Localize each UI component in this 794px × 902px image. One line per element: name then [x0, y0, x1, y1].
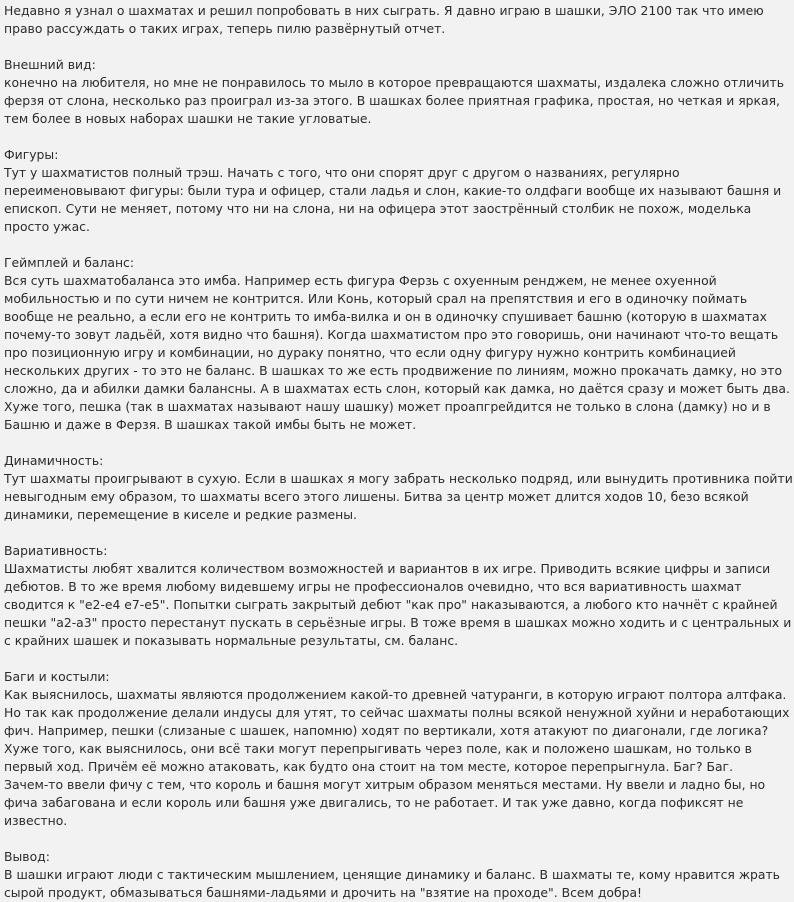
spacer	[4, 128, 794, 146]
spacer	[4, 524, 794, 542]
section-body-gameplay: Вся суть шахматобаланса это имба. Например есть фигура Ферзь с охуенным ренджем, не менее охуенной мобильностью и по сути ничем не контрится. Или Конь, который срал на препятствия и его в одиночку поймать вообще не реально, а если его не контрить то имба-вилка и он в одиночку спушивает башню (которую в шахматах почему-то зовут ладьёй, хотя видно что башня). Когда шахматистом про это говоришь, они начинают что-то вещать про позиционную игру и комбинации, но дураку понятно, что если одну фигуру нужно контрить комбинацией нескольких других - то это не баланс. В шашках то же есть продвижение по линиям, можно прокачать дамку, но это сложно, да и абилки дамки балансны. А в шахматах есть слон, который как дамка, но даётся сразу и может быть два. Хуже того, пешка (так в шахматах называют нашу шашку) может проапгрейдится не только в слона (дамку) но и в Башню и даже в Ферзя. В шашках такой имбы быть не может.	[4, 273, 790, 432]
section-heading-dynamics: Динамичность:	[4, 453, 104, 468]
section-heading-appearance: Внешний вид:	[4, 57, 96, 72]
spacer	[4, 38, 794, 56]
section-heading-variability: Вариативность:	[4, 543, 108, 558]
intro-text: Недавно я узнал о шахматах и решил попробовать в них сыграть. Я давно играю в шашки, ЭЛО 2100 так что имею право рассуждать о таких играх, теперь пилю развёрнутый отчет.	[4, 3, 764, 36]
section-body-bugs: Как выяснилось, шахматы являются продолжением какой-то древней чатуранги, в которую играют полтора алтфака. Но так как продолжение делали индусы для утят, то сейчас шахматы полны всякой ненужной хуйни и неработающих фич. Например, пешки (слизаные с шашек, напомню) ходят по вертикали, хотя атакуют по диагонали, где логика? Хуже того, как выяснилось, они всё таки могут перепрыгивать через поле, как и положено шашкам, но только в первый ход. Причём её можно атаковать, как будто она стоит на том месте, которое перепрыгнула. Баг? Баг. Зачем-то ввели фичу с тем, что король и башня могут хитрым образом меняться местами. Ну ввели и ладно бы, но фича забагована и если король или башня уже двигались, то не работает. И так уже давно, когда пофиксят не известно.	[4, 687, 790, 828]
section-heading-bugs: Баги и костыли:	[4, 669, 110, 684]
section-body-variability: Шахматисты любят хвалится количеством возможностей и вариантов в их игре. Приводить всякие цифры и записи дебютов. В то же время любому видевшему игры не профессионалов очевидно, что вся вариативность шахмат сводится к "е2-е4 е7-е5". Попытки сыграть закрытый дебют "как про" наказываются, а любого кто начнёт с крайней пешки "а2-а3" просто перестанут пускать в серьёзные игры. В тоже время в шашках можно ходить и с центральных и с крайних шашек и показывать нормальные результаты, см. баланс.	[4, 561, 792, 648]
spacer	[4, 434, 794, 452]
section-heading-gameplay: Геймплей и баланс:	[4, 255, 135, 270]
spacer	[4, 650, 794, 668]
section-heading-conclusion: Вывод:	[4, 849, 50, 864]
section-body-conclusion: В шашки играют люди с тактическим мышлением, ценящие динамику и баланс. В шахматы те, кому нравится жрать сырой продукт, обмазываться башнями-ладьями и дрочить на "взятие на проходе". Всем добра!	[4, 867, 780, 900]
section-body-pieces: Тут у шахматистов полный трэш. Начать с того, что они спорят друг с другом о названиях, регулярно переименовывают фигуры: были тура и офицер, стали ладья и слон, какие-то олдфаги вообще их называют башня и епископ. Сути не меняет, потому что ни на слона, ни на офицера этот заострённый столбик не похож, моделька просто ужас.	[4, 165, 782, 234]
spacer	[4, 236, 794, 254]
section-body-dynamics: Тут шахматы проигрывают в сухую. Если в шашках я могу забрать несколько подряд, или вынудить противника пойти невыгодным ему образом, то шахматы всего этого лишены. Битва за центр может длится ходов 10, безо всякой динамики, перемещение в киселе и редкие размены.	[4, 471, 793, 522]
section-heading-pieces: Фигуры:	[4, 147, 59, 162]
spacer	[4, 830, 794, 848]
section-body-appearance: конечно на любителя, но мне не понравилось то мыло в которое превращаются шахматы, издалека сложно отличить ферзя от слона, несколько раз проиграл из-за этого. В шашках более приятная графика, простая, но четкая и яркая, тем более в новых наборах шашки не такие угловатые.	[4, 75, 785, 126]
